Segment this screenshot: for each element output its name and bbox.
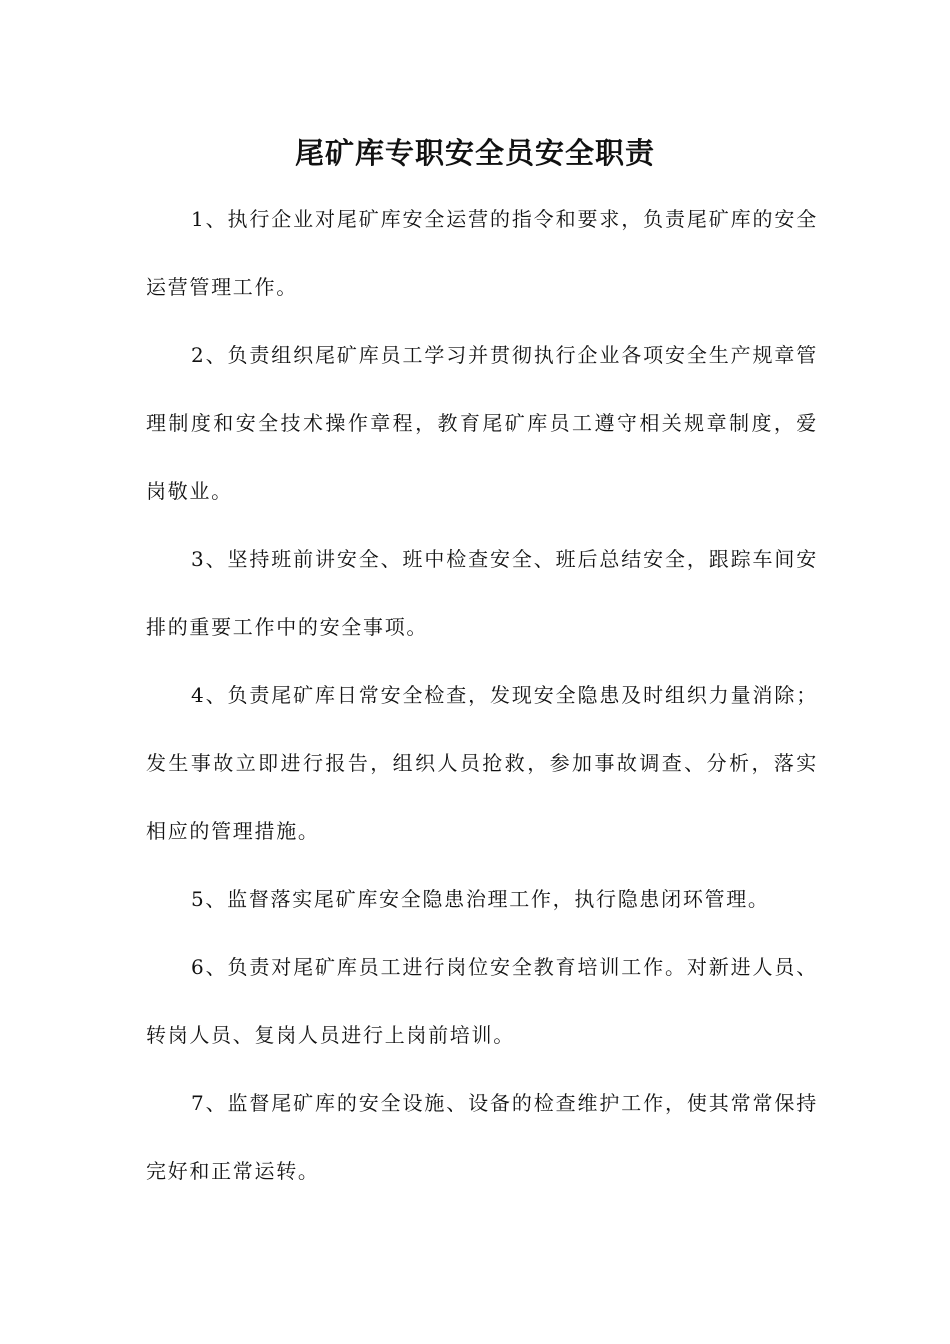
paragraph-6: 6、负责对尾矿库员工进行岗位安全教育培训工作。对新进人员、转岗人员、复岗人员进行上岗前培训。 <box>146 955 818 1047</box>
paragraph-5: 5、监督落实尾矿库安全隐患治理工作，执行隐患闭环管理。 <box>191 887 770 911</box>
paragraph-7: 7、监督尾矿库的安全设施、设备的检查维护工作，使其常常保持完好和正常运转。 <box>146 1091 818 1183</box>
paragraph-2: 2、负责组织尾矿库员工学习并贯彻执行企业各项安全生产规章管理制度和安全技术操作章程，教育尾矿库员工遵守相关规章制度，爱岗敬业。 <box>146 343 818 503</box>
document-title: 尾矿库专职安全员安全职责 <box>294 136 655 170</box>
document-body <box>146 185 818 1205</box>
paragraph-3: 3、坚持班前讲安全、班中检查安全、班后总结安全，跟踪车间安排的重要工作中的安全事项。 <box>146 547 818 639</box>
paragraph-4: 4、负责尾矿库日常安全检查，发现安全隐患及时组织力量消除；发生事故立即进行报告，组织人员抢救，参加事故调查、分析，落实相应的管理措施。 <box>146 683 818 843</box>
paragraph-1: 1、执行企业对尾矿库安全运营的指令和要求，负责尾矿库的安全运营管理工作。 <box>146 207 818 299</box>
